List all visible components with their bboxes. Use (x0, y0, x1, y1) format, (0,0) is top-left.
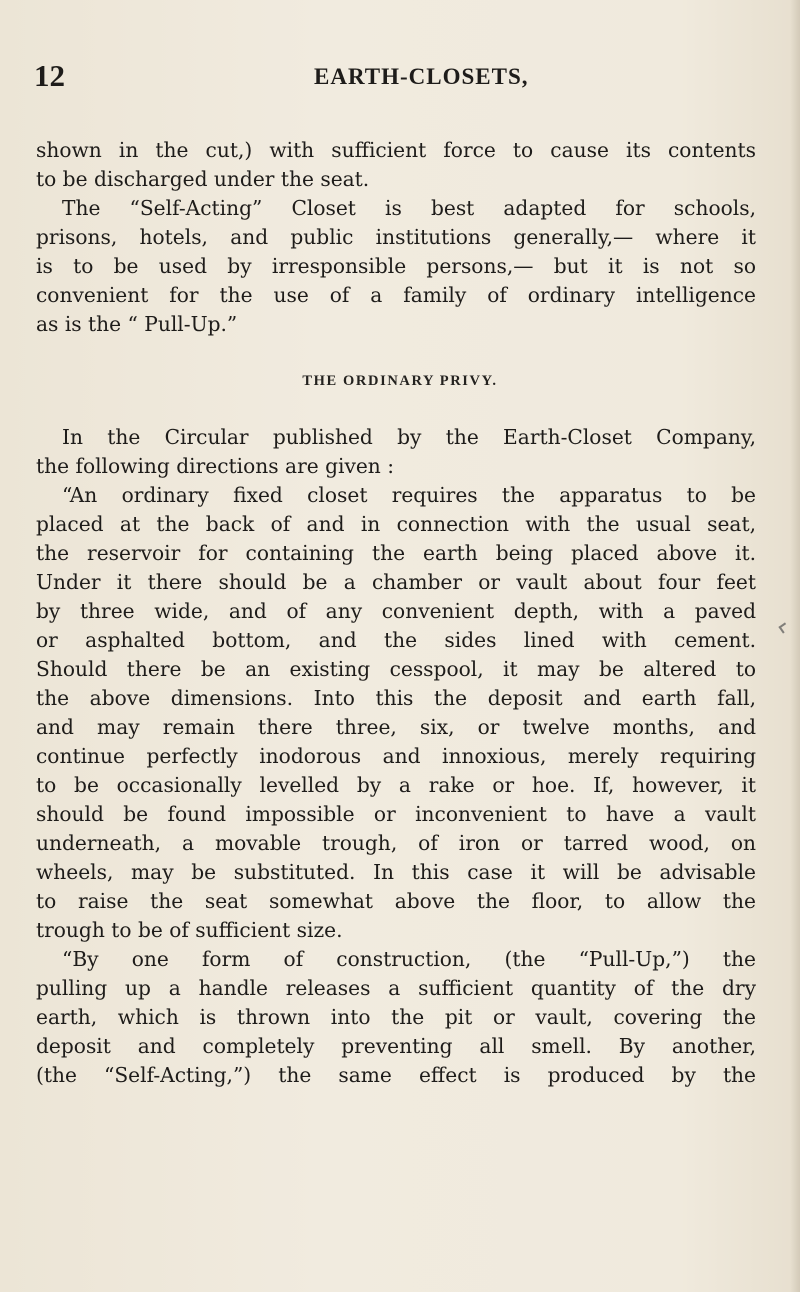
text-line: In the Circular published by the Earth-Closet Company, (62, 425, 756, 449)
paragraph-ordinary-privy (36, 423, 756, 1090)
text-line: earth, which is thrown into the pit or vault, covering the (36, 1005, 756, 1029)
page-header (34, 58, 769, 98)
text-line: shown in the cut,) with sufficient force to cause its contents (36, 138, 756, 162)
page-edge-shadow (790, 0, 800, 1292)
text-line: “By one form of construction, (the “Pull-Up,”) the (62, 947, 756, 971)
text-line: is to be used by irresponsible persons,— but it is not so (36, 254, 756, 278)
text-line: convenient for the use of a family of ordinary intelligence (36, 283, 756, 307)
text-line: to be discharged under the seat. (36, 167, 370, 191)
text-line: as is the “ Pull-Up.” (36, 312, 238, 336)
margin-mark (778, 622, 789, 633)
text-line: to raise the seat somewhat above the floor, to allow the (36, 889, 756, 913)
text-line: pulling up a handle releases a sufficient quantity of the dry (36, 976, 756, 1000)
text-line: the following directions are given : (36, 454, 395, 478)
text-line: deposit and completely preventing all smell. By another, (36, 1034, 756, 1058)
text-line: (the “Self-Acting,”) the same effect is produced by the (36, 1063, 756, 1087)
text-line: should be found impossible or inconvenient to have a vault (36, 802, 756, 826)
text-line: by three wide, and of any convenient depth, with a paved (36, 599, 756, 623)
page-number: 12 (34, 58, 65, 93)
section-heading: THE ORDINARY PRIVY. (302, 373, 498, 389)
text-line: trough to be of sufficient size. (36, 918, 343, 942)
text-line: the above dimensions. Into this the deposit and earth fall, (36, 686, 756, 710)
text-line: Under it there should be a chamber or vault about four feet (36, 570, 756, 594)
text-line: wheels, may be substituted. In this case it will be advisable (36, 860, 756, 884)
running-head: EARTH-CLOSETS, (314, 64, 529, 89)
text-line: or asphalted bottom, and the sides lined with cement. (36, 628, 756, 652)
text-line: continue perfectly inodorous and innoxious, merely requiring (36, 744, 756, 768)
text-line: placed at the back of and in connection with the usual seat, (36, 512, 756, 536)
text-line: The “Self-Acting” Closet is best adapted for schools, (62, 196, 756, 220)
text-line: underneath, a movable trough, of iron or tarred wood, on (36, 831, 756, 855)
text-line: to be occasionally levelled by a rake or hoe. If, however, it (36, 773, 756, 797)
text-line: the reservoir for containing the earth being placed above it. (36, 541, 756, 565)
paragraph-self-acting (36, 136, 756, 339)
text-line: prisons, hotels, and public institutions generally,— where it (36, 225, 756, 249)
text-line: and may remain there three, six, or twelve months, and (36, 715, 756, 739)
text-line: “An ordinary fixed closet requires the apparatus to be (62, 483, 756, 507)
text-line: Should there be an existing cesspool, it may be altered to (36, 657, 756, 681)
